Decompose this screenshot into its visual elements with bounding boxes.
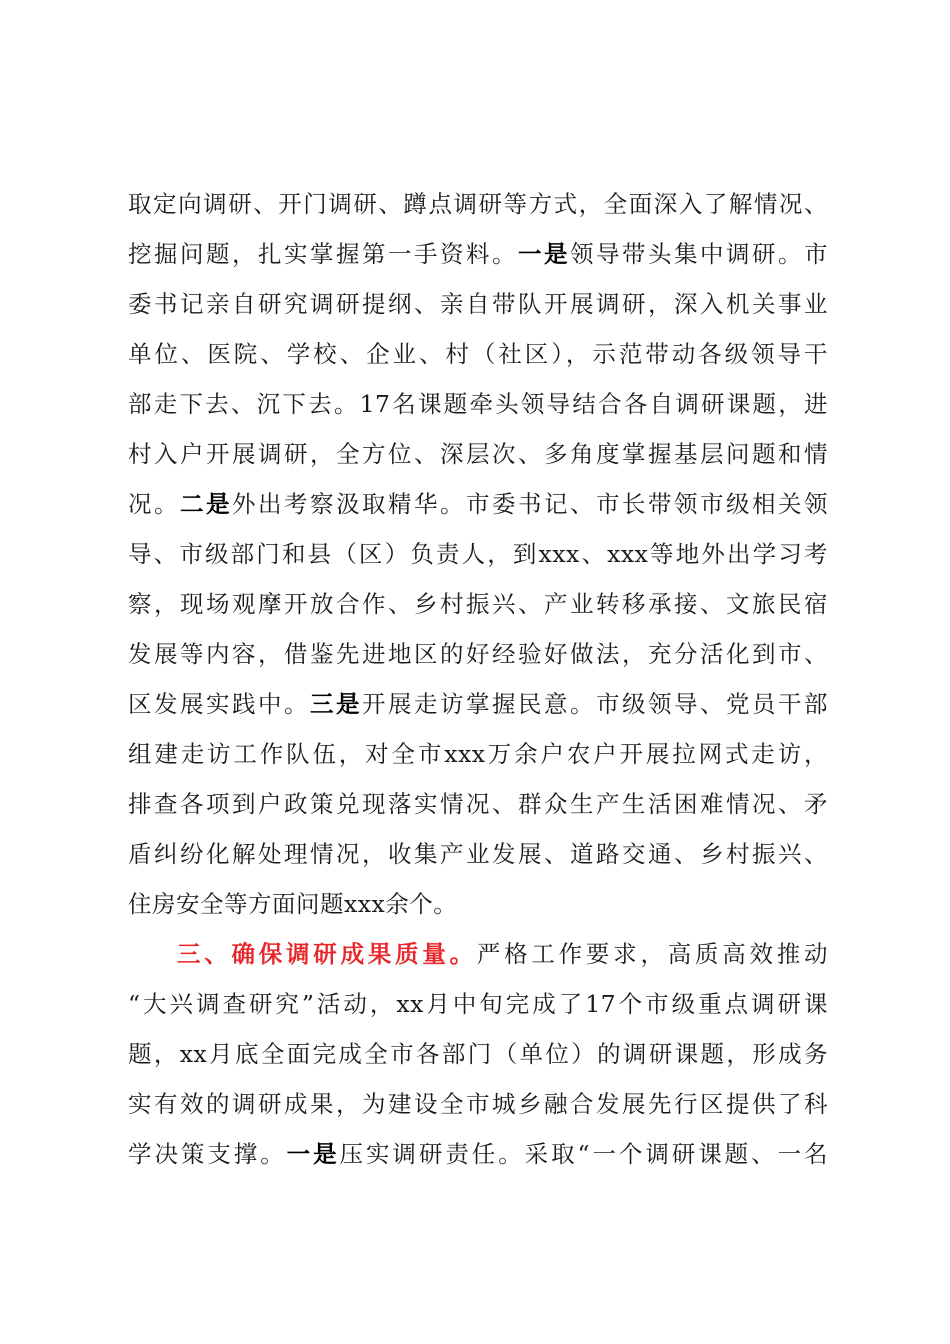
text-line: 察，现场观摩开放合作、乡村振兴、产业转移承接、文旅民宿 (128, 590, 828, 618)
text-line: 区发展实践中。三是开展走访掌握民意。市级领导、党员干部 (128, 690, 828, 718)
text-line: 村入户开展调研，全方位、深层次、多角度掌握基层问题和情 (128, 440, 828, 468)
text-line: 住房安全等方面问题xxx余个。 (128, 890, 458, 918)
bold-marker: 一是 (518, 240, 570, 268)
text-line: 题，xx月底全面完成全市各部门（单位）的调研课题，形成务 (128, 1040, 828, 1068)
text-line: 盾纠纷化解处理情况，收集产业发展、道路交通、乡村振兴、 (128, 840, 828, 868)
text-line: 况。二是外出考察汲取精华。市委书记、市长带领市级相关领 (128, 490, 828, 518)
text-line: 单位、医院、学校、企业、村（社区），示范带动各级领导干 (128, 340, 828, 368)
text-line: 导、市级部门和县（区）负责人，到xxx、xxx等地外出学习考 (128, 540, 828, 568)
text-line: 组建走访工作队伍，对全市xxx万余户农户开展拉网式走访， (128, 740, 828, 768)
text-line: 取定向调研、开门调研、蹲点调研等方式，全面深入了解情况、 (128, 190, 828, 218)
bold-marker: 二是 (180, 490, 232, 518)
text-line: 委书记亲自研究调研提纲、亲自带队开展调研，深入机关事业 (128, 290, 828, 318)
text-line: 排查各项到户政策兑现落实情况、群众生产生活困难情况、矛 (128, 790, 828, 818)
section-heading-line: 三、确保调研成果质量。严格工作要求，高质高效推动 (177, 940, 829, 968)
text-line: 发展等内容，借鉴先进地区的好经验好做法，充分活化到市、 (128, 640, 828, 668)
text-line: 部走下去、沉下去。17名课题牵头领导结合各自调研课题，进 (128, 390, 828, 418)
text-line: 学决策支撑。一是压实调研责任。采取“一个调研课题、一名 (128, 1140, 829, 1168)
section-heading: 三、确保调研成果质量。 (177, 940, 477, 968)
text-line: 挖掘问题，扎实掌握第一手资料。一是领导带头集中调研。市 (128, 240, 828, 268)
text-line: “大兴调查研究”活动，xx月中旬完成了17个市级重点调研课 (128, 990, 828, 1018)
text-line: 实有效的调研成果，为建设全市城乡融合发展先行区提供了科 (128, 1090, 828, 1118)
bold-marker: 三是 (310, 690, 362, 718)
bold-marker: 一是 (286, 1140, 340, 1168)
